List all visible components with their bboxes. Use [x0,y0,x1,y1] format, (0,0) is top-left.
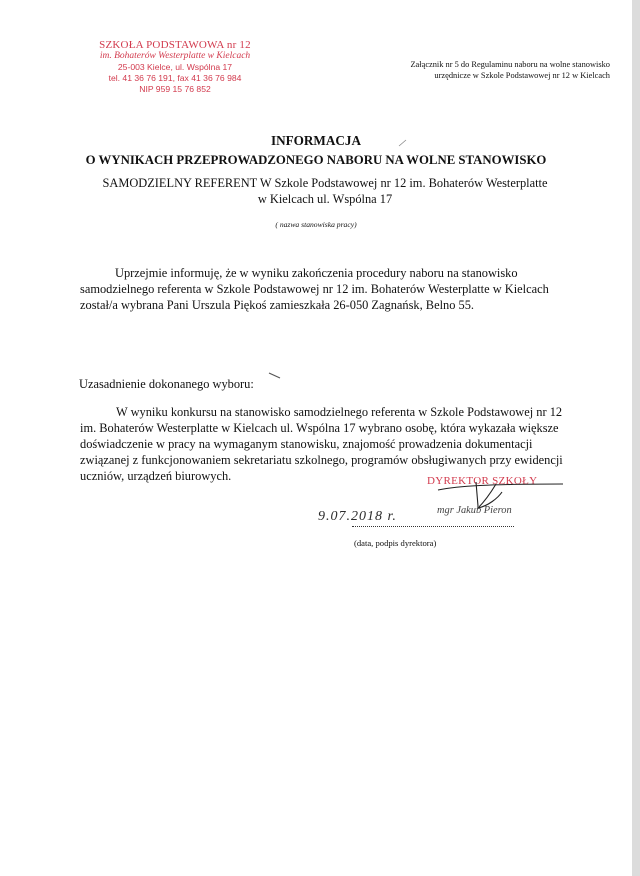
justification-paragraph: W wyniku konkursu na stanowisko samodzielnego referenta w Szkole Podstawowej nr 12 im. Bohaterów Westerplatte w Kielcach ul. Wspólna 17 wybrano osobę, która wykazała większe doświadczenie w pracy na wymaganym stanowisku, znajomość prowadzenia dokumentacji związanej z funkcjonowaniem sekretariatu szkolnego, programów obsługiwanych przy ewidencji uczniów, urządzeń biurowych. [80,405,563,483]
position-name [60,175,590,207]
school-stamp [60,40,290,95]
director-name: mgr Jakub Pieron [437,505,512,516]
stamp-patron: im. Bohaterów Westerplatte w Kielcach [99,51,251,61]
handwritten-date: 9.07.2018 r. [318,509,397,524]
director-stamp: DYREKTOR SZKOŁY [427,475,538,487]
pen-mark [398,138,408,148]
document-title: INFORMACJA [270,133,362,148]
stamp-phone: tel. 41 36 76 191, fax 41 36 76 984 [108,73,242,83]
stamp-address: 25-003 Kielce, ul. Wspólna 17 [117,62,233,72]
annex-line-2: urzędnicze w Szkole Podstawowej nr 12 w Kielcach [434,71,610,80]
position-line-2: w Kielcach ul. Wspólna 17 [257,192,393,206]
info-paragraph: Uprzejmie informuję, że w wyniku zakończenia procedury naboru na stanowisko samodzielnego referenta w Szkole Podstawowej nr 12 im. Bohaterów Westerplatte w Kielcach został/a wybrana Pani Urszula Piękoś zamieszkała 26-050 Zagnańsk, Belno 55. [80,266,549,312]
scan-edge [632,0,640,876]
annex-line-1: Załącznik nr 5 do Regulaminu naboru na wolne stanowisko [410,60,610,69]
pen-mark-2 [268,371,282,381]
stamp-nip: NIP 959 15 76 852 [139,84,211,94]
date-signature-label: (data, podpis dyrektora) [354,538,437,548]
stamp-school-name: SZKOŁA PODSTAWOWA nr 12 [99,39,251,51]
document-subtitle: O WYNIKACH PRZEPROWADZONEGO NABORU NA WOLNE STANOWISKO [85,153,547,167]
signature-dotted-line [352,526,514,527]
justification-label: Uzasadnienie dokonanego wyboru: [79,377,254,391]
position-hint: ( nazwa stanowiska pracy) [275,220,357,229]
annex-note [340,59,610,81]
position-line-1: SAMODZIELNY REFERENT W Szkole Podstawowej nr 12 im. Bohaterów Westerplatte [102,176,548,190]
